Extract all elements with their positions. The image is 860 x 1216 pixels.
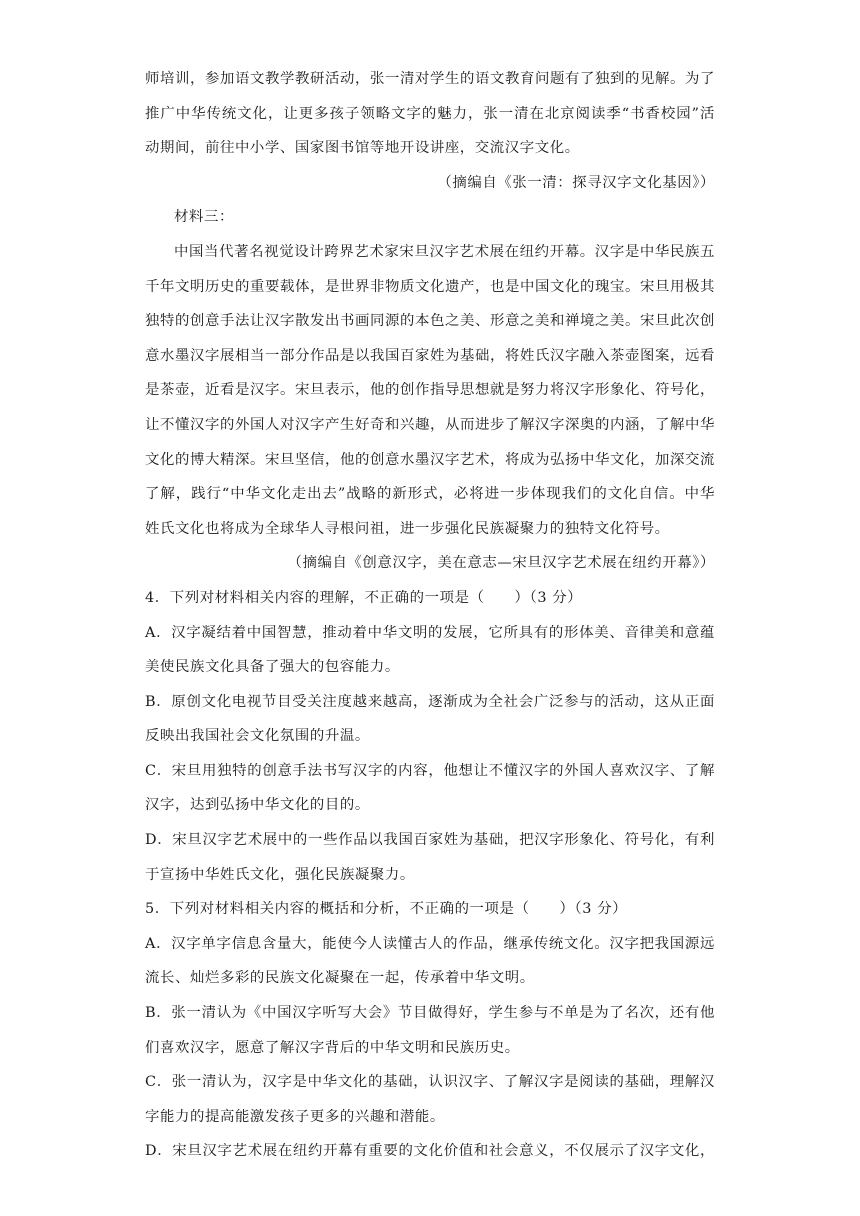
question-4-stem: 4．下列对材料相关内容的理解，不正确的一项是（ ）（3 分） xyxy=(145,589,583,606)
passage-line: 让不懂汉字的外国人对汉字产生好奇和兴趣，从而进步了解汉字深奥的内涵，了解中华 xyxy=(145,416,715,433)
q4-option-b-line: 反映出我国社会文化氛围的升温。 xyxy=(145,728,370,745)
passage-line: 是茶壶，近看是汉字。宋旦表示，他的创作指导思想就是努力将汉字形象化、符号化， xyxy=(145,382,715,399)
material-heading: 材料三： xyxy=(174,209,234,226)
question-5-stem: 5．下列对材料相关内容的概括和分析，不正确的一项是（ ）（3 分） xyxy=(145,901,628,918)
q4-option-c-line: C．宋旦用独特的创意手法书写汉字的内容，他想让不懂汉字的外国人喜欢汉字、了解 xyxy=(145,762,715,779)
exam-page xyxy=(145,62,715,1169)
q4-option-a-line: A．汉字凝结着中国智慧，推动着中华文明的发展，它所具有的形体美、音律美和意蕴 xyxy=(145,624,715,641)
passage-line: 文化的博大精深。宋旦坚信，他的创意水墨汉字艺术，将成为弘扬中华文化，加深交流 xyxy=(145,451,715,468)
source-citation: （摘编自《创意汉字，美在意志—宋旦汉字艺术展在纽约开幕》） xyxy=(287,555,715,572)
q5-option-b-line: B．张一清认为《中国汉字听写大会》节目做得好，学生参与不单是为了名次，还有他 xyxy=(145,1005,715,1022)
q5-option-c-line: 字能力的提高能激发孩子更多的兴趣和潜能。 xyxy=(145,1108,445,1125)
q5-option-c-line: C．张一清认为，汉字是中华文化的基础，认识汉字、了解汉字是阅读的基础，理解汉 xyxy=(145,1074,715,1091)
passage-line: 姓氏文化也将成为全球华人寻根问祖，进一步强化民族凝聚力的独特文化符号。 xyxy=(145,520,670,537)
q4-option-c-line: 汉字，达到弘扬中华文化的目的。 xyxy=(145,797,370,814)
passage-line: 动期间，前往中小学、国家图书馆等地开设讲座，交流汉字文化。 xyxy=(145,140,580,157)
passage-line: 中国当代著名视觉设计跨界艺术家宋旦汉字艺术展在纽约开幕。汉字是中华民族五 xyxy=(174,243,715,260)
q4-option-a-line: 美使民族文化具备了强大的包容能力。 xyxy=(145,659,400,676)
passage-line: 意水墨汉字展相当一部分作品是以我国百家姓为基础，将姓氏汉字融入茶壶图案，远看 xyxy=(145,347,715,364)
q5-option-a-line: 流长、灿烂多彩的民族文化凝聚在一起，传承着中华文明。 xyxy=(145,970,535,987)
q4-option-d-line: D．宋旦汉字艺术展中的一些作品以我国百家姓为基础，把汉字形象化、符号化，有利 xyxy=(145,832,715,849)
q5-option-b-line: 们喜欢汉字，愿意了解汉字背后的中华文明和民族历史。 xyxy=(145,1039,520,1056)
q4-option-b-line: B．原创文化电视节目受关注度越来越高，逐渐成为全社会广泛参与的活动，这从正面 xyxy=(145,693,715,710)
q5-option-d-line: D．宋旦汉字艺术展在纽约开幕有重要的文化价值和社会意义，不仅展示了汉字文化， xyxy=(145,1143,715,1160)
q4-option-d-line: 于宣扬中华姓氏文化，强化民族凝聚力。 xyxy=(145,866,415,883)
passage-line: 推广中华传统文化，让更多孩子领略文字的魅力，张一清在北京阅读季“书香校园”活 xyxy=(145,105,715,122)
passage-line: 独特的创意手法让汉字散发出书画同源的本色之美、形意之美和禅境之美。宋旦此次创 xyxy=(145,313,715,330)
passage-line: 师培训，参加语文教学教研活动，张一清对学生的语文教育问题有了独到的见解。为了 xyxy=(145,71,715,87)
passage-line: 了解，践行“中华文化走出去”战略的新形式，必将进一步体现我们的文化自信。中华 xyxy=(145,486,715,503)
q5-option-a-line: A．汉字单字信息含量大，能使今人读懂古人的作品，继承传统文化。汉字把我国源远 xyxy=(145,935,715,952)
source-citation: （摘编自《张一清：探寻汉字文化基因》） xyxy=(437,174,715,191)
passage-line: 千年文明历史的重要载体，是世界非物质文化遗产，也是中国文化的瑰宝。宋旦用极其 xyxy=(145,278,715,295)
